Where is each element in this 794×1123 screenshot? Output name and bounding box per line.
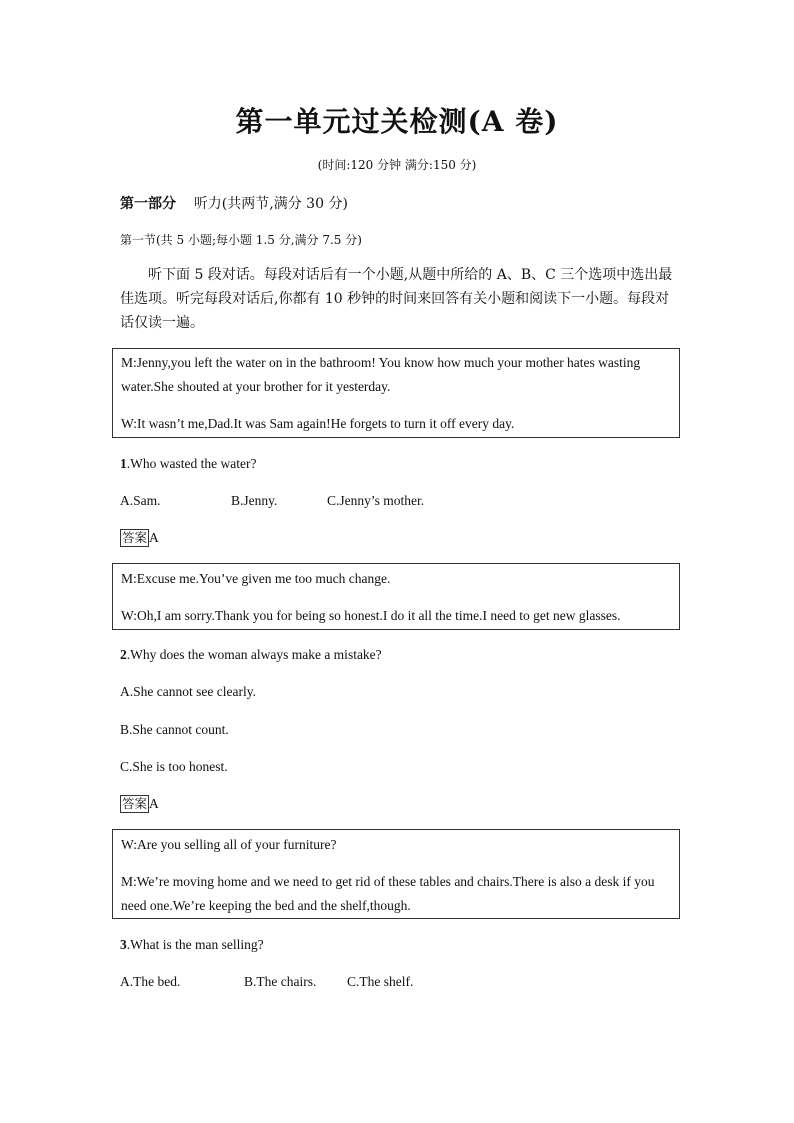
option-c: C.Jenny’s mother. [327, 493, 425, 508]
answer-value: A [149, 796, 159, 811]
section-heading: 第一节(共 5 小题;每小题 1.5 分,满分 7.5 分) [120, 233, 362, 247]
answer-1 [120, 529, 159, 547]
option-a: A.Sam. [120, 493, 161, 508]
question-2 [120, 647, 382, 663]
question-number: 2 [120, 647, 127, 662]
question-3 [120, 937, 264, 953]
option-c: C.The shelf. [347, 974, 414, 989]
option-a: A.She cannot see clearly. [120, 684, 256, 699]
question-text: .What is the man selling? [126, 937, 264, 952]
page-title: 第一单元过关检测(A 卷) [235, 105, 559, 138]
question-text: .Who wasted the water? [126, 456, 257, 471]
dialog-box-3 [112, 829, 680, 919]
answer-value: A [149, 530, 159, 545]
answer-2 [120, 795, 159, 813]
question-number: 3 [120, 937, 127, 952]
option-b: B.The chairs. [244, 974, 317, 989]
answer-label: 答案 [122, 530, 148, 545]
dialog-box-2 [112, 563, 680, 630]
option-a: A.The bed. [120, 974, 181, 989]
dialog-line: M:Excuse me.You’ve given me too much change. [121, 571, 391, 586]
listening-instructions: 听下面 5 段对话。每段对话后有一个小题,从题中所给的 A、B、C 三个选项中选出最佳选项。听完每段对话后,你都有 10 秒钟的时间来回答有关小题和阅读下一小题。每段对话仅读一遍。 [120, 267, 673, 331]
dialog-line: M:Jenny,you left the water on in the bathroom! You know how much your mother hates wasting water.She shouted at your brother for it yesterday. [121, 355, 641, 394]
dialog-line: W:Oh,I am sorry.Thank you for being so honest.I do it all the time.I need to get new glasses. [121, 608, 621, 623]
dialog-line: W:It wasn’t me,Dad.It was Sam again!He forgets to turn it off every day. [121, 416, 515, 431]
question-number: 1 [120, 456, 127, 471]
dialog-line: M:We’re moving home and we need to get rid of these tables and chairs.There is also a desk if you need one.We’re keeping the bed and the shelf,though. [121, 874, 655, 913]
option-b: B.She cannot count. [120, 722, 229, 737]
question-text: .Why does the woman always make a mistake? [126, 647, 382, 662]
exam-time-and-score: (时间:120 分钟 满分:150 分) [317, 158, 477, 172]
question-1 [120, 456, 256, 472]
part-heading [120, 193, 348, 213]
answer-label: 答案 [122, 796, 148, 811]
dialog-box-1 [112, 348, 680, 438]
option-b: B.Jenny. [231, 493, 278, 508]
option-c: C.She is too honest. [120, 759, 228, 774]
dialog-line: W:Are you selling all of your furniture? [121, 837, 337, 852]
part-title: 听力(共两节,满分 30 分) [193, 196, 348, 212]
part-name: 第一部分 [120, 196, 176, 212]
